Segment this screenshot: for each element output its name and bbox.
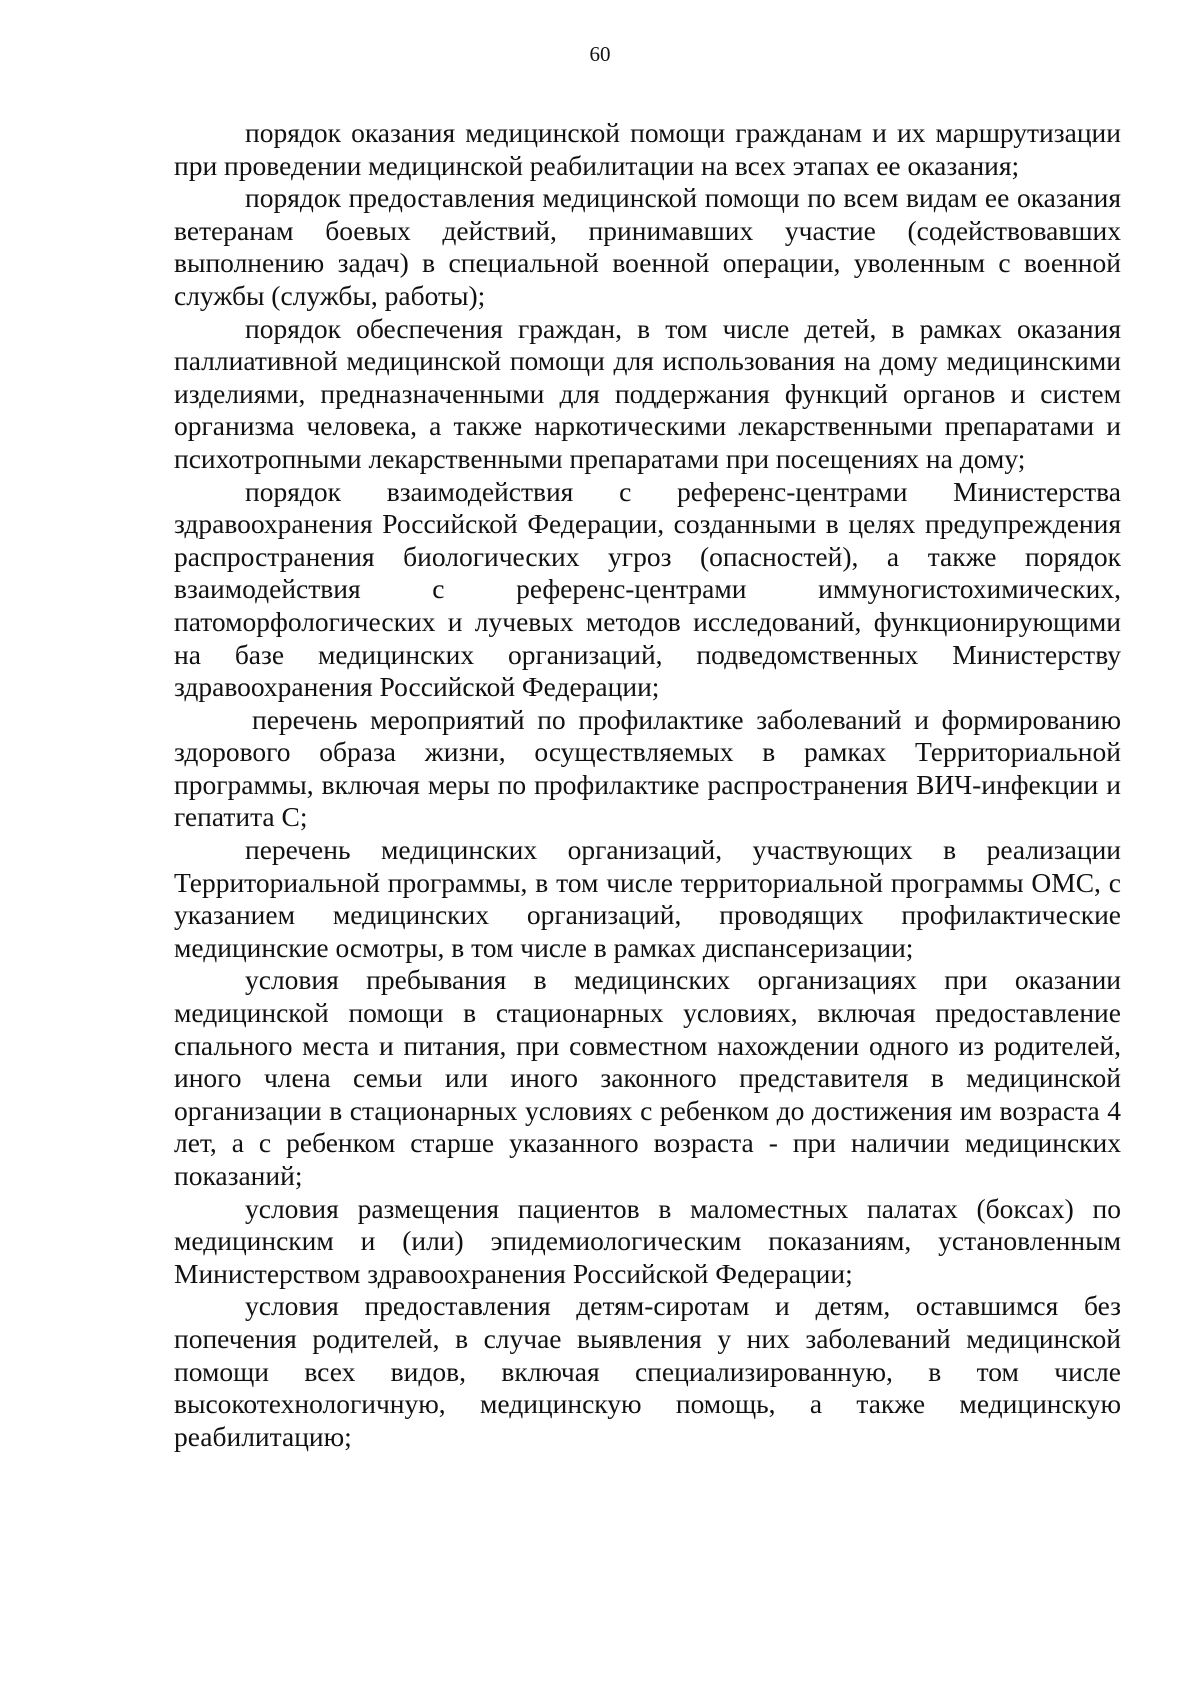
paragraph-veterans-care-order: порядок предоставления медицинской помощи по всем видам ее оказания ветеранам боевых действий, принимавших участие (содействовавших выполнению задач) в специальной военной операции, уволенным с военной службы (службы, работы); — [174, 182, 1121, 311]
page-number: 60 — [589, 42, 611, 66]
paragraph-inpatient-stay-conditions: условия пребывания в медицинских организациях при оказании медицинской помощи в стационарных условиях, включая предоставление спального места и питания, при совместном нахождении одного из родителей, иного члена семьи или иного законного представителя в медицинской организации в стационарных условиях с ребенком до достижения им возраста 4 лет, а с ребенком старше указанного возраста - при наличии медицинских показаний; — [174, 964, 1121, 1191]
paragraph-medical-organizations-list: перечень медицинских организаций, участвующих в реализации Территориальной программы, в том числе территориальной программы ОМС, с указанием медицинских организаций, проводящих профилактические медицинские осмотры, в том числе в рамках диспансеризации; — [174, 834, 1121, 963]
paragraph-prevention-measures-list: перечень мероприятий по профилактике заболеваний и формированию здорового образа жизни, осуществляемых в рамках Территориальной программы, включая меры по профилактике распространения ВИЧ-инфекции и гепатита С; — [174, 703, 1121, 833]
paragraph-small-ward-conditions: условия размещения пациентов в маломестных палатах (боксах) по медицинским и (или) эпидемиологическим показаниям, установленным Министерством здравоохранения Российской Федерации; — [174, 1192, 1121, 1289]
document-body — [174, 117, 1121, 1453]
paragraph-routing-order: порядок оказания медицинской помощи гражданам и их маршрутизации при проведении медицинской реабилитации на всех этапах ее оказания; — [174, 117, 1121, 181]
paragraph-reference-centers-order: порядок взаимодействия с референс-центрами Министерства здравоохранения Российской Федерации, созданными в целях предупреждения распространения биологических угроз (опасностей), а также порядок взаимодействия с референс-центрами иммуногистохимических, патоморфологических и лучевых методов исследований, функционирующими на базе медицинских организаций, подведомственных Министерству здравоохранения Российской Федерации; — [174, 475, 1121, 703]
paragraph-palliative-supply-order: порядок обеспечения граждан, в том числе детей, в рамках оказания паллиативной медицинской помощи для использования на дому медицинскими изделиями, предназначенными для поддержания функций органов и систем организма человека, а также наркотическими лекарственными препаратами и психотропными лекарственными препаратами при посещениях на дому; — [174, 312, 1121, 474]
paragraph-orphan-care-conditions: условия предоставления детям-сиротам и детям, оставшимся без попечения родителей, в случае выявления у них заболеваний медицинской помощи всех видов, включая специализированную, в том числе высокотехнологичную, медицинскую помощь, а также медицинскую реабилитацию; — [174, 1290, 1121, 1452]
